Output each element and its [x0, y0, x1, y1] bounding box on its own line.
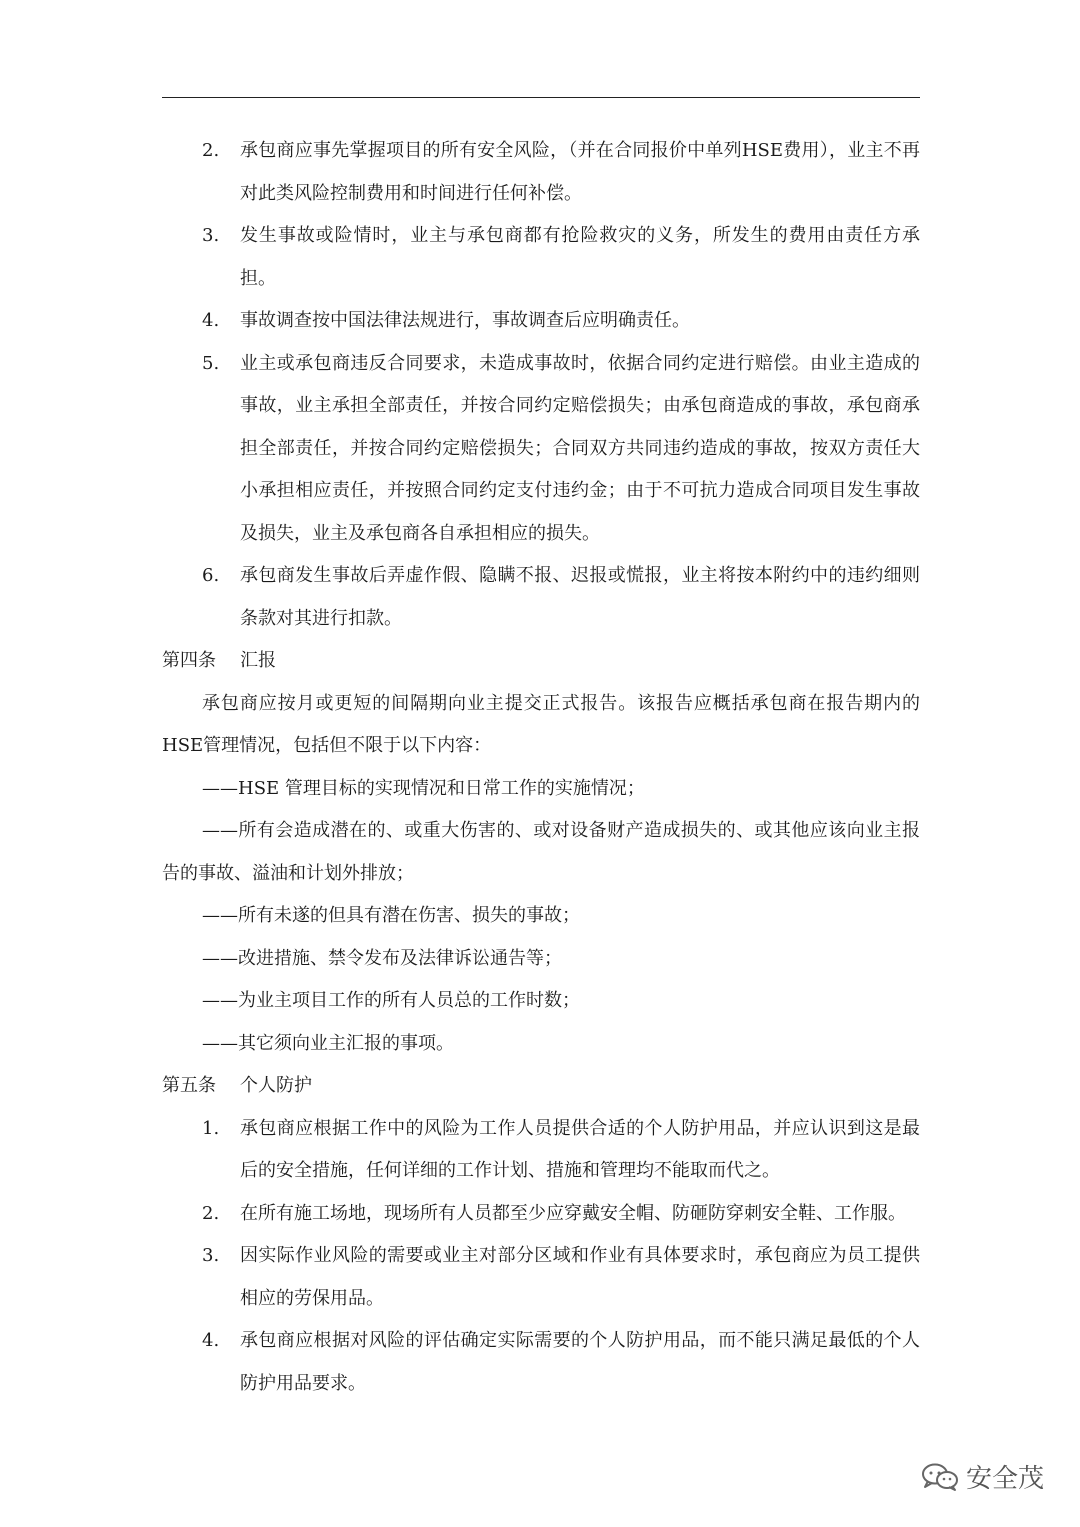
item-number: 1. — [202, 1117, 220, 1139]
item-text: 发生事故或险情时，业主与承包商都有抢险救灾的义务，所发生的费用由责任方承担。 — [240, 225, 920, 289]
section-intro: 承包商应按月或更短的间隔期向业主提交正式报告。该报告应概括承包商在报告期内的HSE管理情况，包括但不限于以下内容： — [162, 692, 920, 756]
item-text: 业主或承包商违反合同要求，未造成事故时，依据合同约定进行赔偿。由业主造成的事故，业主承担全部责任，并按合同约定赔偿损失；由承包商造成的事故，承包商承担全部责任，并按合同约定赔偿损失；合同双方共同违约造成的事故，按双方责任大小承担相应责任，并按照合同约定支付违约金；由于不可抗力造成合同项目发生事故及损失，业主及承包商各自承担相应的损失。 — [240, 352, 920, 544]
dash-item: ——HSE 管理目标的实现情况和日常工作的实施情况； — [202, 777, 645, 799]
dash-item: ——为业主项目工作的所有人员总的工作时数； — [202, 990, 580, 1011]
header-rule — [162, 97, 920, 98]
list-item — [162, 1320, 920, 1405]
item-text: 因实际作业风险的需要或业主对部分区域和作业有具体要求时，承包商应为员工提供相应的劳保用品。 — [240, 1245, 920, 1309]
list-item — [162, 1108, 920, 1193]
dash-item: ——所有会造成潜在的、或重大伤害的、或对设备财产造成损失的、或其他应该向业主报告的事故、溢油和计划外排放； — [162, 820, 920, 884]
dash-item: ——所有未遂的但具有潜在伤害、损失的事故； — [202, 905, 580, 926]
dash-item: ——改进措施、禁令发布及法律诉讼通告等； — [202, 947, 562, 969]
item-text: 事故调查按中国法律法规进行，事故调查后应明确责任。 — [240, 310, 690, 331]
item-number: 3. — [202, 225, 220, 246]
list-item — [162, 215, 920, 300]
item-number: 5. — [202, 352, 220, 374]
list-item — [162, 1193, 920, 1236]
section-heading-4 — [162, 640, 920, 683]
item-text: 在所有施工场地，现场所有人员都至少应穿戴安全帽、防砸防穿刺安全鞋、工作服。 — [240, 1202, 906, 1224]
list-item — [162, 300, 920, 343]
watermark-text: 安全茂 — [966, 1464, 1045, 1494]
list-item — [162, 555, 920, 640]
section-title: 个人防护 — [240, 1075, 312, 1096]
section-heading-5 — [162, 1065, 920, 1108]
item-text: 承包商应根据工作中的风险为工作人员提供合适的个人防护用品，并应认识到这是最后的安全措施，任何详细的工作计划、措施和管理均不能取而代之。 — [240, 1117, 920, 1181]
list-item — [162, 130, 920, 215]
document-body — [162, 130, 920, 1405]
section-label: 第五条 — [162, 1075, 216, 1096]
watermark — [920, 1458, 1044, 1495]
list-item — [162, 1235, 920, 1320]
item-number: 6. — [202, 565, 220, 586]
item-text: 承包商应根据对风险的评估确定实际需要的个人防护用品，而不能只满足最低的个人防护用品要求。 — [240, 1330, 920, 1394]
dash-item: ——其它须向业主汇报的事项。 — [202, 1032, 454, 1054]
item-number: 2. — [202, 140, 220, 161]
item-text: 承包商应事先掌握项目的所有安全风险，（并在合同报价中单列HSE费用），业主不再对此类风险控制费用和时间进行任何补偿。 — [240, 140, 920, 204]
item-number: 4. — [202, 310, 220, 331]
wechat-icon — [920, 1462, 960, 1492]
item-number: 3. — [202, 1245, 220, 1266]
item-text: 承包商发生事故后弄虚作假、隐瞒不报、迟报或慌报，业主将按本附约中的违约细则条款对其进行扣款。 — [240, 565, 920, 629]
list-item — [162, 343, 920, 556]
section-label: 第四条 — [162, 650, 216, 671]
section-title: 汇报 — [240, 650, 276, 671]
item-number: 4. — [202, 1330, 220, 1351]
item-number: 2. — [202, 1202, 220, 1224]
